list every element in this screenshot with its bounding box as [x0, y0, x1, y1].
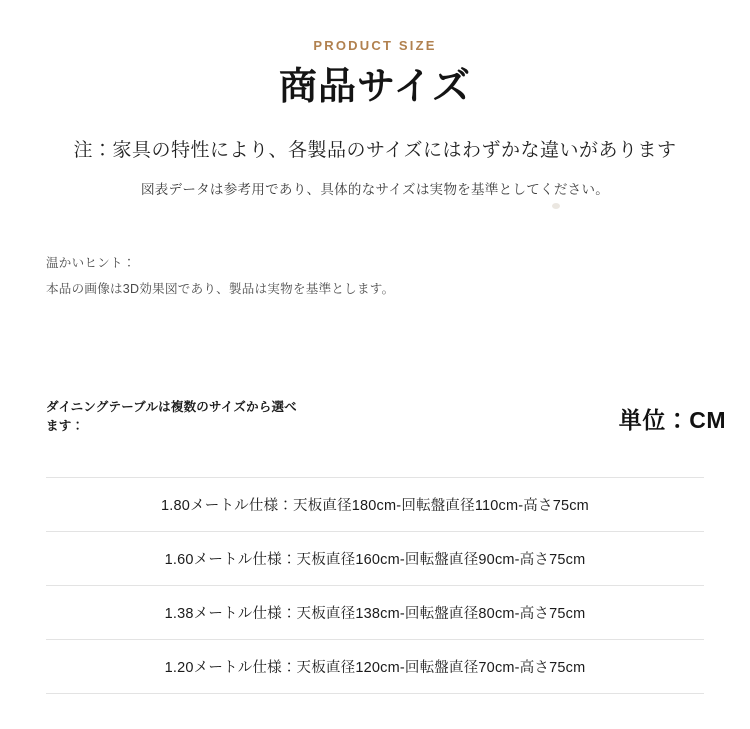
spec-text: 1.38メートル仕様：天板直径138cm-回転盤直径80cm-高さ75cm: [164, 606, 586, 622]
warm-hint-text: 本品の画像は3D効果図であり、製品は実物を基準とします。: [46, 282, 395, 297]
table-row[interactable]: [46, 477, 704, 531]
spec-list: [46, 477, 704, 694]
warm-hint-title: 温かいヒント：: [46, 256, 136, 270]
image-artifact: [552, 203, 560, 209]
size-options-heading: ダイニングテーブルは複数のサイズから選べます：: [46, 400, 297, 434]
spec-text: 1.80メートル仕様：天板直径180cm-回転盤直径110cm-高さ75cm: [161, 498, 589, 514]
page-title: 商品サイズ: [279, 66, 471, 108]
reference-data-note: 図表データは参考用であり、具体的なサイズは実物を基準としてください。: [140, 181, 610, 197]
table-row[interactable]: [46, 639, 704, 694]
warm-hint-block: [46, 250, 394, 303]
table-row[interactable]: [46, 531, 704, 585]
spec-text: 1.60メートル仕様：天板直径160cm-回転盤直径90cm-高さ75cm: [164, 552, 586, 568]
spec-text: 1.20メートル仕様：天板直径120cm-回転盤直径70cm-高さ75cm: [164, 660, 586, 676]
table-row[interactable]: [46, 585, 704, 639]
eyebrow-label: PRODUCT SIZE: [313, 38, 437, 53]
unit-label: 単位：CM: [618, 407, 726, 433]
size-variance-note: 注：家具の特性により、各製品のサイズにはわずかな違いがあります: [73, 139, 677, 161]
